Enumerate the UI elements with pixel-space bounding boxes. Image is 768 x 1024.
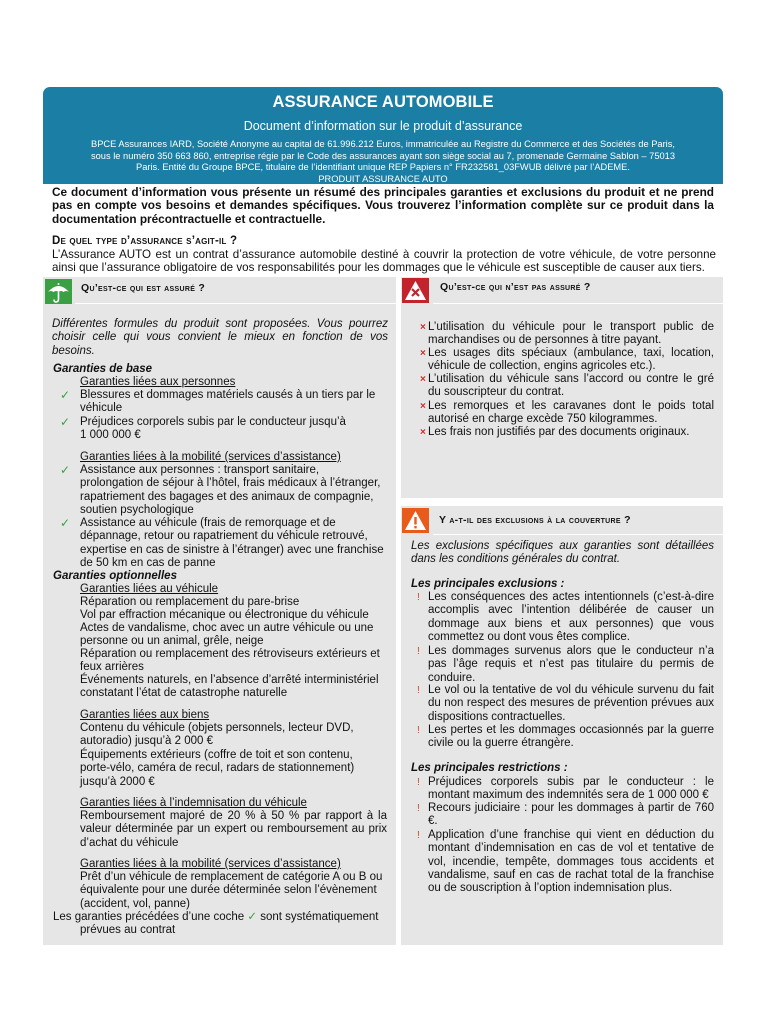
main-restrictions-title: Les principales restrictions : — [411, 762, 568, 774]
goods-title: Garanties liées aux biens — [80, 709, 210, 721]
intro-text: Ce document d’information vous présente un résumé des principales garanties et exclusions du produit et ne prend pas en compte vos besoins et demandes spécifiques. Vous trouverez l’information complète sur ce produit dans la documentation précontractuelle et contractuelle. — [52, 185, 714, 226]
exclusions-panel — [401, 506, 723, 945]
exclamation-icon: ! — [417, 685, 420, 696]
persons-title: Garanties liées aux personnes — [80, 376, 236, 388]
type-answer: L’Assurance AUTO est un contrat d’assurance automobile destiné à couvrir la protection de votre véhicule, de votre personne ainsi que l’assurance obligatoire de vos responsabilités pour les dommages que le véhicule est susceptible de causer aux tiers. — [52, 248, 716, 275]
vehicle-item-3: Actes de vandalisme, choc avec un autre véhicule ou une personne ou un animal, grêle, neige — [80, 622, 374, 648]
document-title: ASSURANCE AUTOMOBILE — [272, 93, 494, 111]
goods-item-2: Équipements extérieurs (coffre de toit et son contenu, porte-vélo, caméra de recul, radars de stationnement) jusqu’à 2000 € — [80, 749, 355, 788]
cross-icon: × — [420, 401, 426, 412]
vehicle-item-1: Réparation ou remplacement du pare-brise — [80, 596, 300, 608]
legal-notice: BPCE Assurances IARD, Société Anonyme au capital de 61.996.212 Euros, immatriculée au Registre du Commerce et des Sociétés de Paris, sous le numéro 350 663 860, entreprise régie par le Code des assurances ayant son siège social au 7, promenade Germaine Sablon – 75013 Paris. Entité du Groupe BPCE, titulaire de l’identifiant unique REP Papiers n° FR232581_03FWUB délivré par l’ADEME. — [90, 139, 675, 173]
exclusions-intro: Les exclusions spécifiques aux garanties sont détaillées dans les conditions générales du contrat. — [411, 540, 714, 566]
not-insured-item-3: L’utilisation du véhicule sans l’accord ou contre le gré du souscripteur du contrat. — [428, 373, 714, 399]
exclamation-icon: ! — [417, 830, 420, 841]
goods-item-1: Contenu du véhicule (objets personnels, lecteur DVD, autoradio) jusqu’à 2 000 € — [80, 722, 354, 748]
exclamation-icon: ! — [417, 592, 420, 603]
check-icon: ✓ — [60, 463, 71, 477]
optional-guarantees-title: Garanties optionnelles — [53, 570, 177, 582]
exclusions-title: Y a-t-il des exclusions à la couverture ? — [439, 514, 631, 526]
exclamation-icon: ! — [417, 725, 420, 736]
restriction-item-1: Préjudices corporels subis par le conducteur : le montant maximum des indemnités sera de 1 000 000 € — [428, 776, 714, 802]
not-insured-panel — [401, 277, 723, 498]
divider — [433, 303, 723, 304]
document-header — [43, 87, 723, 184]
cross-icon: × — [420, 322, 426, 333]
check-icon: ✓ — [247, 911, 258, 923]
exclamation-icon: ! — [417, 646, 420, 657]
exclusion-item-1: Les conséquences des actes intentionnels (c’est-à-dire accomplis avec l’intention délibérée de causer un dommage aux biens et aux personnes) que vous commettez ou dont vous êtes complice. — [428, 591, 714, 643]
persons-item-1: Blessures et dommages matériels causés à un tiers par le véhicule — [80, 389, 376, 415]
document-subtitle: Document d’information sur le produit d’assurance — [243, 119, 523, 133]
not-insured-item-4: Les remorques et les caravanes dont le poids total autorisé en charge excède 750 kilogrammes. — [428, 400, 714, 426]
checkmark-footnote: Les garanties précédées d’une coche ✓ sont systématiquement — [53, 911, 379, 923]
warning-cross-icon — [402, 278, 429, 303]
mobility-optional-item-1: Prêt d’un véhicule de remplacement de catégorie A ou B ou équivalente pour une durée déterminée selon l’évènement (accident, vol, panne) — [80, 871, 383, 910]
check-icon: ✓ — [60, 388, 71, 402]
persons-item-2: Préjudices corporels subis par le conducteur jusqu’à — [80, 416, 346, 428]
not-insured-item-5: Les frais non justifiés par des documents originaux. — [428, 426, 690, 438]
check-icon: ✓ — [60, 415, 71, 429]
vehicle-item-2: Vol par effraction mécanique ou électronique du véhicule — [80, 609, 369, 621]
vehicle-title: Garanties liées au véhicule — [80, 583, 219, 595]
insured-title: Qu’est-ce qui est assuré ? — [81, 282, 206, 294]
cross-icon: × — [420, 427, 426, 438]
mobility-item-1: Assistance aux personnes : transport sanitaire, prolongation de séjour à l’hôtel, frais médicaux à l’étranger, rapatriement des bagages et des animaux de compagnie, soutien psychologique — [80, 464, 381, 516]
vehicle-item-4: Réparation ou remplacement des rétroviseurs extérieurs et feux arrières — [80, 648, 380, 674]
insured-intro: Différentes formules du produit sont proposées. Vous pourrez choisir celle qui vous convient le mieux en fonction de vos besoins. — [52, 318, 388, 357]
product-name: PRODUIT ASSURANCE AUTO — [318, 173, 448, 184]
vehicle-item-5: Événements naturels, en l’absence d’arrêté interministériel constatant l’état de catastrophe naturelle — [80, 674, 379, 700]
indemnisation-title: Garanties liées à l’indemnisation du véhicule — [80, 797, 307, 809]
exclamation-icon: ! — [417, 803, 420, 814]
exclusion-item-4: Les pertes et les dommages occasionnés par la guerre civile ou la guerre étrangère. — [428, 724, 714, 750]
main-exclusions-title: Les principales exclusions : — [411, 578, 565, 590]
exclamation-icon: ! — [417, 777, 420, 788]
mobility-item-2: Assistance au véhicule (frais de remorquage et de dépannage, retour ou rapatriement du véhicule retrouvé, expertise en cas de sinistre à l’étranger) avec une franchise de 50 km en cas de panne — [80, 517, 384, 569]
exclusion-item-3: Le vol ou la tentative de vol du véhicule survenu du fait du non respect des mesures de prévention prévues aux dispositions contractuelles. — [428, 684, 714, 723]
checkmark-footnote-end: prévues au contrat — [80, 924, 176, 936]
restriction-item-2: Recours judiciaire : pour les dommages à partir de 760 €. — [428, 802, 714, 828]
restriction-item-3: Application d’une franchise qui vient en déduction du montant d’indemnisation en cas de vol et tentative de vol, incendie, tempête, dommages tous accidents et vandalisme, sauf en cas de rachat total de la franchise ou de souscription à l’option indemnisation plus. — [428, 829, 714, 895]
cross-icon: × — [420, 348, 426, 359]
cross-icon: × — [420, 374, 426, 385]
insured-panel — [43, 277, 396, 945]
mobility-optional-title: Garanties liées à la mobilité (services d’assistance) — [80, 858, 341, 870]
umbrella-icon — [45, 279, 72, 304]
check-icon: ✓ — [60, 516, 71, 530]
type-question: De quel type d’assurance s’agit-il ? — [52, 235, 238, 247]
not-insured-item-1: L’utilisation du véhicule pour le transport public de marchandises ou de personnes à titre payant. — [428, 321, 714, 347]
exclusion-item-2: Les dommages survenus alors que le conducteur n’a pas l’âge requis et n’est pas titulaire du permis de conduire. — [428, 645, 714, 684]
persons-item-2-amount: 1 000 000 € — [80, 429, 141, 441]
base-guarantees-title: Garanties de base — [53, 363, 153, 375]
divider — [75, 303, 396, 304]
mobility-title: Garanties liées à la mobilité (services d’assistance) — [80, 451, 341, 463]
indemnisation-item-1: Remboursement majoré de 20 % à 50 % par rapport à la valeur déterminée par un expert ou remboursement au prix d’achat du véhicule — [80, 810, 387, 849]
divider — [433, 534, 723, 535]
not-insured-item-2: Les usages dits spéciaux (ambulance, taxi, location, véhicule de collection, engins agricoles etc.). — [428, 347, 714, 373]
warning-icon — [402, 508, 429, 533]
not-insured-title: Qu’est-ce qui n’est pas assuré ? — [440, 281, 591, 293]
